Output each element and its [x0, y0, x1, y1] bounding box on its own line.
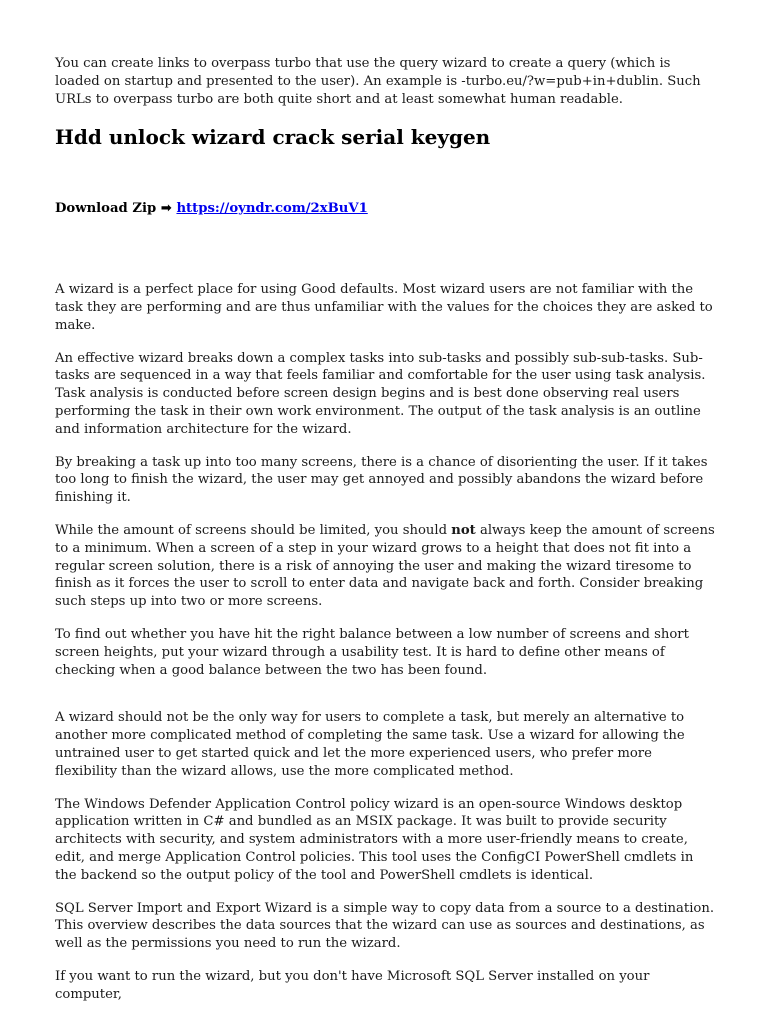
body-paragraph-6: A wizard should not be the only way for users to complete a task, but merely an alternative to another more complicated method of completing the same task. Use a wizard for allowing the untrained user to get started quick and let the more experienced users, who prefer more flexibility than the wizard allows, use the more complicated method.: [55, 710, 685, 779]
download-line: [55, 200, 717, 218]
body-paragraph-4: [55, 522, 717, 611]
paragraph-4-text-start: While the amount of screens should be limited, you should: [55, 522, 452, 538]
body-paragraph-7: The Windows Defender Application Control policy wizard is an open-source Windows desktop application written in C# and bundled as an MSIX package. It was built to provide security architects with security, and system administrators with a more user-friendly means to create, edit, and merge Application Control policies. This tool uses the ConfigCI PowerShell cmdlets in the backend so the output policy of the tool and PowerShell cmdlets is identical.: [55, 796, 694, 883]
download-label: Download Zip: [55, 201, 157, 217]
body-paragraph-9: If you want to run the wizard, but you don't have Microsoft SQL Server installed on your computer,: [55, 968, 650, 1002]
body-paragraph-3: By breaking a task up into too many screens, there is a chance of disorienting the user. If it takes too long to finish the wizard, the user may get annoyed and possibly abandons the wizard before finishing it.: [55, 454, 708, 506]
page-title: Hdd unlock wizard crack serial keygen: [55, 125, 491, 150]
body-paragraph-2: An effective wizard breaks down a complex tasks into sub-tasks and possibly sub-sub-tasks. Sub-tasks are sequenced in a way that feels familiar and comfortable for the user using task analysis. Task analysis is conducted before screen design begins and is best done observing real users performing the task in their own work environment. The output of the task analysis is an outline and information architecture for the wizard.: [55, 350, 706, 437]
right-arrow-icon: ➡: [160, 201, 172, 217]
body-paragraph-1: A wizard is a perfect place for using Good defaults. Most wizard users are not familiar with the task they are performing and are thus unfamiliar with the values for the choices they are asked to make.: [55, 282, 713, 333]
emphasis-not: not: [451, 522, 476, 538]
body-paragraph-5: To find out whether you have hit the right balance between a low number of screens and short screen heights, put your wizard through a usability test. It is hard to define other means of checking when a good balance between the two has been found.: [55, 626, 689, 678]
intro-paragraph: You can create links to overpass turbo that use the query wizard to create a query (which is loaded on startup and presented to the user). An example is -turbo.eu/?w=pub+in+dublin. Such URLs to overpass turbo are both quite short and at least somewhat human readable.: [55, 56, 701, 107]
page-content: [55, 55, 717, 1018]
paragraph-4-text-end: always keep the amount of screens to a minimum. When a screen of a step in your wizard grows to a height that does not fit into a regular screen solution, there is a risk of annoying the user and making the wizard tiresome to finish as it forces the user to scroll to enter data and navigate back and forth. Consider breaking such steps up into two or more screens.: [55, 522, 715, 610]
download-link[interactable]: https://oyndr.com/2xBuV1: [176, 201, 368, 217]
body-paragraph-8: SQL Server Import and Export Wizard is a simple way to copy data from a source to a destination. This overview describes the data sources that the wizard can use as sources and destinations, as well as the permissions you need to run the wizard.: [55, 900, 715, 952]
